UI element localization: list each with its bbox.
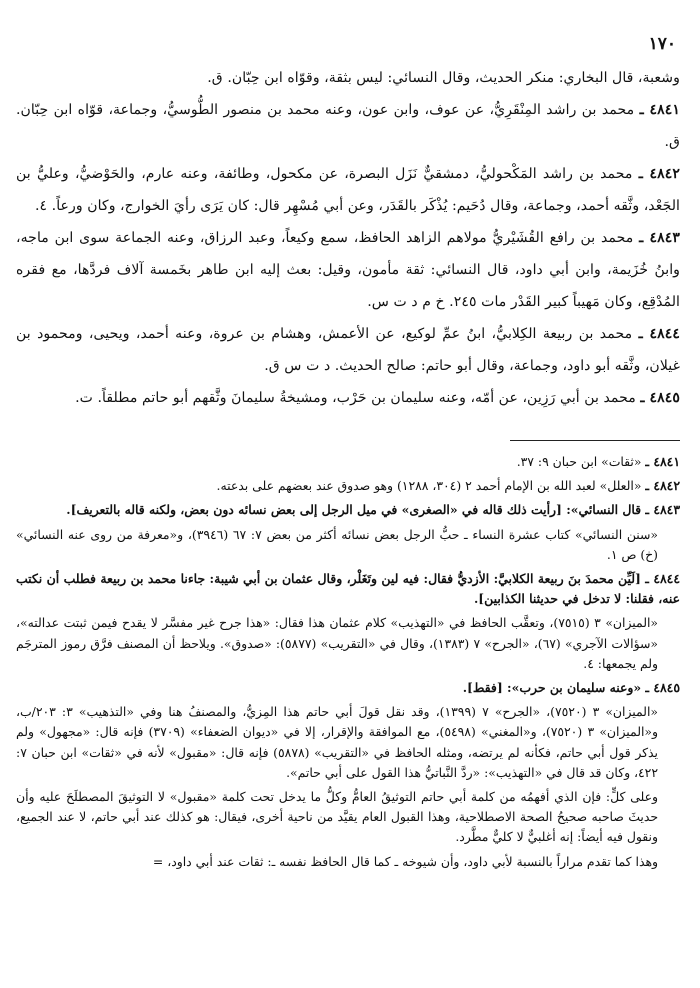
entry-text: محمد بن ربيعة الكِلابيُّ، ابنُ عمِّ لوكيع، عن الأعمش، وهشام بن عروة، وعنه أحمد، ويحيى، ومحمود بن غيلان، وثَّقه أبو داود، وجماعة، وقال أبو حاتم: صالح الحديث. د ت س ق. xyxy=(16,326,680,374)
entry-number: ٤٨٤١ ـ xyxy=(639,102,680,118)
main-text xyxy=(16,62,680,414)
footnote-text: «الميزان» ٣ (٧٥٢٠)، «الجرح» ٧ (١٣٩٩)، وقد نقل قولَ أبي حاتم هذا المِزيُّ، والمصنفُ هنا وفي «التذهيب» ٣: ٢٠٣/ب، و«الميزان» ٣ (٧٥٢٠)، و«المغني» (٥٤٩٨)، مع الموافقة والإقرار، إلا في «ديوان الضعفاء» (٣٧٠٩) فإنه قال: «مجهول» ولم يذكر قول أبي حاتم، فكأنه لم يرتضه، ومثله الحافظ في «التقريب» (٥٨٧٨) فإنه قال: «مقبول» لأنه في «ثقات» ابن حبان ٧: ٤٢٢، وكان قد قال في «التهذيب»: «ردَّ النَّباتيُّ هذا القول على أبي حاتم». xyxy=(16,704,659,780)
footnote-number: ٤٨٤٢ ـ xyxy=(645,478,680,494)
footnote-number: ٤٨٤٣ ـ xyxy=(645,502,680,518)
footnote-text: وهذا كما تقدم مراراً بالنسبة لأبي داود، وأن شيوخه ـ كما قال الحافظ نفسه ـ: ثقات عند أبي داود، = xyxy=(152,853,658,869)
entry-4844 xyxy=(16,318,680,382)
footnote-text: [لَيِّن محمدَ بنَ ربيعة الكلابيَّ: الأزديُّ فقال: فيه لين وتَغَلْر، وقال عثمان بن أبي شيبة: جاءنا محمد بن ربيعة فطلب أن نكتب عنه، فقلنا: لا تدخل في حديثنا الكذابين]. xyxy=(16,571,680,607)
footnote-text: «ثقات» ابن حبان ٩: ٣٧. xyxy=(516,454,642,469)
entry-4842 xyxy=(16,158,680,222)
entry-text: وشعبة، قال البخاري: منكر الحديث، وقال النسائي: ليس بثقة، وقوّاه ابن حِبّان. ق. xyxy=(207,70,680,86)
entry-number: ٤٨٤٤ ـ xyxy=(638,326,680,342)
footnote-text: «سنن النسائي» كتاب عشرة النساء ـ حبُّ الرجل بعض نسائه أكثر من بعض ٧: ٦٧ (٣٩٤٦)، و«معرفة من روى عنه النسائي» (خ) ص ١. xyxy=(16,526,658,562)
page-number: ١٧٠ xyxy=(648,34,676,54)
entry-4843 xyxy=(16,222,680,318)
entry-4845 xyxy=(16,382,680,414)
entry-number: ٤٨٤٥ ـ xyxy=(640,390,680,406)
footnote-4844-detail xyxy=(16,613,680,674)
footnote-text: وعلى كلٍّ: فإن الذي أفهمُه من كلمة أبي حاتم التوثيقُ العامُّ وكلُّ ما يدخل تحت كلمة «مقبول» لا التوثيقَ المصطلَحَ عليه وأن حديثَ صاحبه صحيحُ الصحة الاصطلاحية، وهذا القبول العام يقيَّد من ناحية أخرى، فيقال: هو كذلك عند أبي حاتم، لا عند الجميع، ونقول فيه أيضاً: إنه أغلبيٌّ لا كليٌّ مطَّرد. xyxy=(16,789,658,845)
footnote-4844 xyxy=(16,569,680,609)
footnote-text: قال النسائي»: [رأيت ذلك قاله في «الصغرى» في ميل الرجل إلى بعض نسائه دون بعض، ولكنه قاله بالتعريف]. xyxy=(66,502,642,518)
entry-text: محمد بن رافع القُشَيْريُّ مولاهم الزاهد الحافظ، سمع وكيعاً، وعبد الرزاق، وعنه الجماعة سوى ابن ماجه، وابنُ خُزَيمة، وابن أبي داود، قال النسائي: ثقة مأمون، وقيل: بعث إليه ابن طاهر بخَمسة آلاف فردَّها، مع فقره المُدْقِع، وكان مَهيباً كبير القَدْر مات ٢٤٥. خ م د ت س. xyxy=(16,230,680,310)
entry-4841 xyxy=(16,94,680,158)
footnote-4843-detail xyxy=(16,525,680,565)
footnote-4845-continuation xyxy=(16,852,680,872)
entry-text: محمد بن راشد المَكْحوليُّ، دمشقيٌّ نَزَل البصرة، عن مكحول، وطائفة، وعنه عارم، والحَوْضيُّ، وعليُّ بن الجَعْد، وثَّقه أحمد، وجماعة، وقال دُحَيم: يُذْكَر بالقَدَر، وعن أبي مُسْهِر قال: كان يَرَى رأيَ الخوارج، وكان ورعاً. ٤. xyxy=(16,166,680,214)
footnote-number: ٤٨٤٥ ـ xyxy=(645,680,680,696)
entry-text: محمد بن راشد المِنْقَرِيُّ، عن عوف، وابن عون، وعنه محمد بن منصور الطُّوسيُّ، وجماعة، قوّاه ابن حِبّان. ق. xyxy=(16,102,680,150)
entry-number: ٤٨٤٣ ـ xyxy=(639,230,680,246)
footnote-4845-detail xyxy=(16,702,680,783)
footnotes xyxy=(16,452,680,876)
entry-text: محمد بن أبي رَزِين، عن أمّه، وعنه سليمان بن حَرْب، ومشيخةُ سليمانَ وثَّقهم أبو حاتم مطلقاً. ت. xyxy=(75,390,636,406)
footnote-text: «العلل» لعبد الله بن الإمام أحمد ٢ (٣٠٤، ١٢٨٨) وهو صدوق عند بعضهم على بدعته. xyxy=(216,478,642,494)
entry-number: ٤٨٤٢ ـ xyxy=(638,166,680,182)
footnote-4843 xyxy=(16,500,680,520)
footnote-number: ٤٨٤١ ـ xyxy=(645,454,680,469)
entry-continuation xyxy=(16,62,680,94)
footnote-4845 xyxy=(16,678,680,698)
footnote-4842 xyxy=(16,476,680,496)
footnote-text: «الميزان» ٣ (٧٥١٥)، وتعقَّب الحافظ في «التهذيب» كلام عثمان هذا فقال: «هذا جرح غير مفسَّر لا يقدح فيمن ثبتت عدالته»، «سؤالات الآجري» (٦٧)، «الجرح» ٧ (١٣٨٣)، وقال في «التقريب» (٥٨٧٧): «صدوق». ويلاحظ أن المصنف فرَّق رموز المترجَم ولم يجمعها: ٤. xyxy=(16,615,659,671)
footnote-divider xyxy=(510,440,680,441)
footnote-4845-commentary xyxy=(16,787,680,848)
footnote-4841 xyxy=(16,452,680,472)
footnote-number: ٤٨٤٤ ـ xyxy=(645,571,680,587)
footnote-text: «وعنه سليمان بن حرب»: [فقط]. xyxy=(462,680,642,696)
